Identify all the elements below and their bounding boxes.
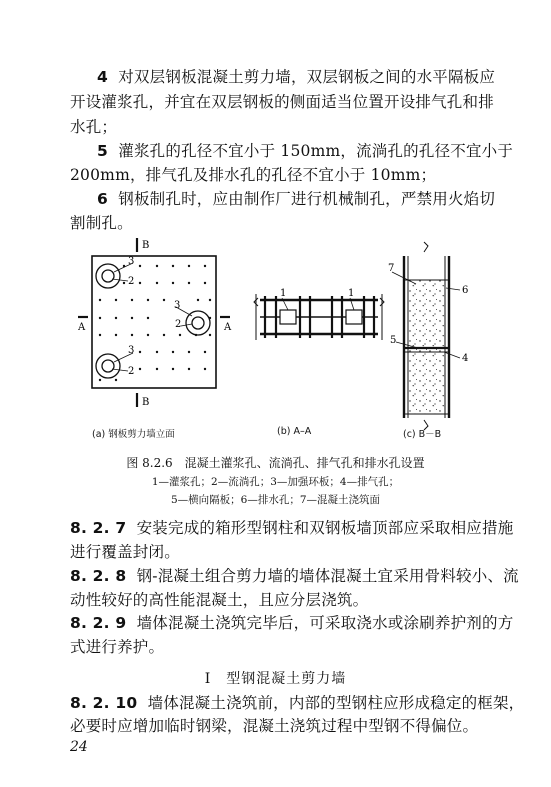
label-a-right: A bbox=[224, 322, 232, 333]
label-2-middle: 2 bbox=[175, 319, 182, 330]
label-3-top: 3 bbox=[128, 256, 135, 267]
para-5-number: 5 bbox=[97, 142, 108, 160]
caption-c: (c) B－B bbox=[403, 429, 442, 440]
para-6-line-1 bbox=[97, 189, 495, 209]
clause-8-2-8-text-1: 钢-混凝土组合剪力墙的墙体混凝土宜采用骨料较小、流 bbox=[136, 567, 519, 585]
section-a-a-view bbox=[254, 288, 384, 340]
clause-8-2-10-line-2: 必要时应增加临时钢梁，混凝土浇筑过程中型钢不得偏位。 bbox=[70, 717, 479, 735]
label-3-bottom: 3 bbox=[128, 345, 135, 356]
clause-8-2-10-line-1 bbox=[70, 693, 524, 713]
bolt-dot-grid bbox=[99, 265, 211, 381]
figure-title: 图 8.2.6 混凝土灌浆孔、流淌孔、排气孔和排水孔设置 bbox=[126, 456, 425, 470]
clause-8-2-9-number: 8. 2. 9 bbox=[70, 614, 127, 632]
clause-8-2-7-number: 8. 2. 7 bbox=[70, 519, 127, 537]
grouting-hole-top bbox=[96, 256, 134, 288]
label-b-bottom: B bbox=[142, 397, 150, 408]
label-1-right: 1 bbox=[348, 288, 355, 299]
section-b-b-view bbox=[388, 242, 468, 430]
grouting-hole-middle bbox=[174, 300, 210, 335]
label-1-left: 1 bbox=[280, 288, 287, 299]
label-2-top: 2 bbox=[128, 276, 135, 287]
clause-8-2-8-line-1 bbox=[70, 566, 519, 586]
clause-8-2-7-line-2: 进行覆盖封闭。 bbox=[70, 543, 180, 561]
label-2-bottom: 2 bbox=[128, 366, 135, 377]
clause-8-2-9-line-1 bbox=[70, 613, 513, 633]
clause-8-2-9-line-2: 式进行养护。 bbox=[70, 638, 165, 656]
figure-8-2-6 bbox=[78, 228, 478, 443]
para-6-text-1: 钢板制孔时，应由制作厂进行机械制孔，严禁用火焰切 bbox=[118, 190, 496, 208]
grouting-hole-bottom bbox=[96, 345, 134, 378]
section-heading: Ⅰ 型钢混凝土剪力墙 bbox=[204, 671, 347, 687]
clause-8-2-8-number: 8. 2. 8 bbox=[70, 567, 127, 585]
label-3-middle: 3 bbox=[174, 300, 181, 311]
label-6: 6 bbox=[462, 285, 469, 296]
para-5-text-1: 灌浆孔的孔径不宜小于 150mm，流淌孔的孔径不宜小于 bbox=[118, 142, 514, 160]
clause-8-2-10-text-1: 墙体混凝土浇筑前，内部的型钢柱应形成稳定的框架， bbox=[147, 694, 525, 712]
figure-legend-line-1: 1—灌浆孔；2—流淌孔；3—加强环板；4—排气孔； bbox=[151, 476, 400, 488]
page-number: 24 bbox=[70, 739, 88, 755]
para-4-number: 4 bbox=[97, 68, 108, 86]
elevation-view bbox=[78, 238, 232, 408]
para-5-line-2: 200mm，排气孔及排水孔的孔径不宜小于 10mm； bbox=[70, 166, 437, 184]
label-b-top: B bbox=[142, 240, 150, 251]
clause-8-2-9-text-1: 墙体混凝土浇筑完毕后，可采取浇水或涂刷养护剂的方 bbox=[136, 614, 514, 632]
para-6-line-2: 割制孔。 bbox=[70, 214, 133, 232]
clause-8-2-7-text-1: 安装完成的箱形型钢柱和双钢板墙顶部应采取相应措施 bbox=[136, 519, 514, 537]
clause-8-2-7-line-1 bbox=[70, 518, 513, 538]
caption-a: (a) 钢板剪力墙立面 bbox=[92, 429, 175, 440]
figure-legend-line-2: 5—横向隔板；6—排水孔；7—混凝土浇筑面 bbox=[170, 494, 381, 506]
label-4: 4 bbox=[462, 353, 469, 364]
para-6-number: 6 bbox=[97, 190, 108, 208]
para-5-line-1 bbox=[97, 141, 513, 161]
caption-b: (b) A–A bbox=[277, 426, 312, 437]
label-7: 7 bbox=[388, 263, 395, 274]
para-4-line-1 bbox=[97, 67, 495, 87]
label-5: 5 bbox=[390, 335, 397, 346]
para-4-line-3: 水孔； bbox=[70, 118, 118, 136]
para-4-text-1: 对双层钢板混凝土剪力墙，双层钢板之间的水平隔板应 bbox=[118, 68, 496, 86]
clause-8-2-8-line-2: 动性较好的高性能混凝土，且应分层浇筑。 bbox=[70, 591, 369, 609]
para-4-line-2: 开设灌浆孔，并宜在双层钢板的侧面适当位置开设排气孔和排 bbox=[70, 93, 494, 111]
label-a-left: A bbox=[78, 322, 86, 333]
clause-8-2-10-number: 8. 2. 10 bbox=[70, 694, 138, 712]
